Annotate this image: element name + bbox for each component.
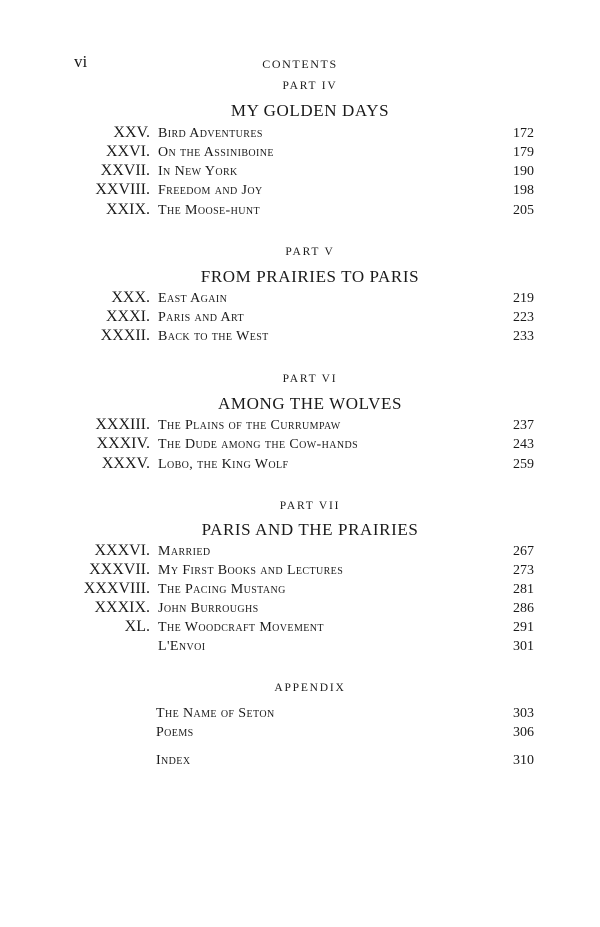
- chapter-title: East Again: [158, 291, 228, 306]
- chapter-title: The Moose-hunt: [158, 203, 260, 218]
- appendix-entry-title: The Name of Seton: [156, 706, 275, 721]
- chapter-page: 291: [513, 620, 534, 635]
- chapter-title: Lobo, the King Wolf: [158, 457, 289, 472]
- chapter-page: 237: [513, 418, 534, 433]
- part-label: PART IV: [282, 80, 338, 92]
- chapter-page: 267: [513, 544, 534, 559]
- chapter-title: John Burroughs: [158, 601, 259, 616]
- chapter-title: The Woodcraft Movement: [158, 620, 324, 635]
- appendix-heading: APPENDIX: [274, 682, 346, 694]
- chapter-number: XXXVIII.: [83, 580, 150, 597]
- chapter-page: 286: [513, 601, 534, 616]
- chapter-number: XXX.: [111, 289, 150, 306]
- chapter-title: Married: [158, 544, 211, 559]
- appendix-entry-title: Poems: [156, 725, 194, 740]
- chapter-number: XXXVI.: [94, 542, 150, 559]
- chapter-title: On the Assiniboine: [158, 145, 274, 160]
- chapter-number: XXVII.: [100, 162, 150, 179]
- part-title: PARIS AND THE PRAIRIES: [201, 520, 419, 539]
- chapter-page: 233: [513, 329, 534, 344]
- chapter-page: 259: [513, 457, 534, 472]
- chapter-title: The Pacing Mustang: [158, 582, 286, 597]
- chapter-number: XXXII.: [100, 327, 150, 344]
- chapter-page: 301: [513, 639, 534, 654]
- chapter-title: Freedom and Joy: [158, 183, 263, 198]
- chapter-title: Bird Adventures: [158, 126, 263, 141]
- chapter-number: XL.: [124, 618, 150, 635]
- chapter-page: 243: [513, 437, 534, 452]
- part-label: PART V: [285, 246, 335, 258]
- appendix-entry-page: 306: [513, 725, 534, 740]
- chapter-page: 281: [513, 582, 534, 597]
- chapter-page: 179: [513, 145, 534, 160]
- chapter-number: XXXIV.: [96, 435, 150, 452]
- chapter-title: Back to the West: [158, 329, 269, 344]
- chapter-title: My First Books and Lectures: [158, 563, 344, 578]
- chapter-number: XXVIII.: [95, 181, 150, 198]
- chapter-page: 198: [513, 183, 534, 198]
- index-entry-page: 310: [513, 753, 534, 768]
- part-label: PART VII: [279, 500, 341, 512]
- chapter-number: XXVI.: [106, 143, 150, 160]
- chapter-page: 223: [513, 310, 534, 325]
- part-title: AMONG THE WOLVES: [217, 394, 403, 413]
- chapter-number: XXV.: [113, 124, 150, 141]
- chapter-title: L'Envoi: [158, 639, 206, 654]
- chapter-page: 190: [513, 164, 534, 179]
- chapter-title: The Dude among the Cow-hands: [158, 437, 359, 452]
- index-entry-title: Index: [156, 753, 191, 768]
- part-title: MY GOLDEN DAYS: [230, 101, 390, 120]
- chapter-number: XXXI.: [106, 308, 150, 325]
- chapter-title: Paris and Art: [158, 310, 244, 325]
- chapter-title: In New York: [158, 164, 238, 179]
- running-head: CONTENTS: [262, 57, 338, 71]
- appendix-entry-page: 303: [513, 706, 534, 721]
- chapter-number: XXXV.: [101, 455, 150, 472]
- chapter-page: 273: [513, 563, 534, 578]
- chapter-page: 205: [513, 203, 534, 218]
- part-label: PART VI: [282, 373, 338, 385]
- chapter-title: The Plains of the Currumpaw: [158, 418, 341, 433]
- chapter-number: XXXVII.: [89, 561, 150, 578]
- page-folio: vi: [74, 52, 88, 71]
- chapter-page: 172: [513, 126, 534, 141]
- chapter-page: 219: [513, 291, 534, 306]
- chapter-number: XXXIII.: [95, 416, 150, 433]
- part-title: FROM PRAIRIES TO PARIS: [200, 267, 420, 286]
- chapter-number: XXXIX.: [94, 599, 150, 616]
- chapter-number: XXIX.: [106, 201, 150, 218]
